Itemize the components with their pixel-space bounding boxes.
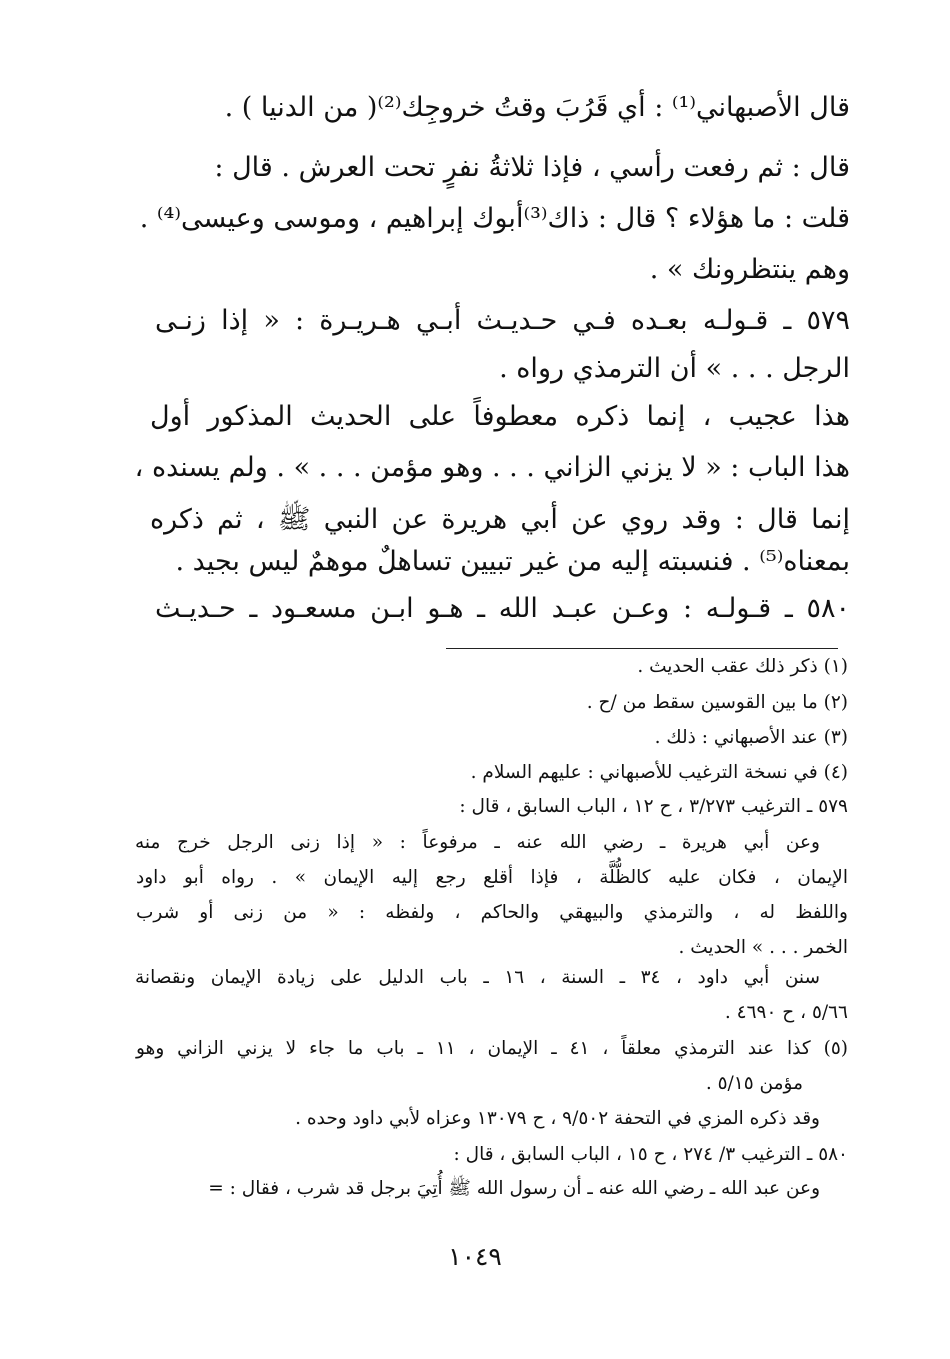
footnote-line: وقد ذكره المزي في التحفة ٩/٥٠٢ ، ح ١٣٠٧٩ وعزاه لأبي داود وحده . <box>295 1108 820 1129</box>
footnote-line: ٥٨٠ ـ الترغيب ٣/ ٢٧٤ ، ح ١٥ ، الباب السابق ، قال : <box>453 1144 848 1165</box>
footnote-line: (٥) كذا عند الترمذي معلقاً ، ٤١ ـ الإيمان ، ١١ ـ باب ما جاء لا يزني الزاني وهو <box>136 1038 848 1059</box>
main-text-line: ٥٧٩ ـ قـولـه بعـده فـي حـديـث أبـي هـريـرة : « إذا زنـى <box>155 305 850 336</box>
main-text-line: قال : ثم رفعت رأسي ، فإذا ثلاثةُ نفرٍ تحت العرش . قال : <box>214 152 850 183</box>
footnote-line: سنن أبي داود ، ٣٤ ـ السنة ، ١٦ ـ باب الدليل على زيادة الإيمان ونقصانة <box>135 967 821 988</box>
footnote-line: (٢) ما بين القوسين سقط من /ح . <box>586 692 848 713</box>
main-text-line: هذا عجيب ، إنما ذكره معطوفاً على الحديث المذكور أول <box>150 401 850 432</box>
page-number: ١٠٤٩ <box>448 1242 502 1271</box>
main-text-line: ٥٨٠ ـ قـولـه : وعـن عبـد الله ـ هـو ابـن مسعـود ـ حـديـث <box>155 593 850 624</box>
footnote-line: مؤمن ٥/١٥ . <box>705 1073 803 1094</box>
footnote-line: ٥٧٩ ـ الترغيب ٣/٢٧٣ ، ح ١٢ ، الباب السابق ، قال : <box>459 796 848 817</box>
footnote-line: واللفظ له ، والترمذي والبيهقي والحاكم ، ولفظه : « من زنى أو شرب <box>136 902 848 923</box>
footnote-line: (٣) عند الأصبهاني : ذلك . <box>654 727 848 748</box>
main-text-line: هذا الباب : « لا يزني الزاني . . . وهو مؤمن . . . » . ولم يسنده ، <box>134 452 850 483</box>
footnote-line: الخمر . . . » الحديث . <box>678 937 848 958</box>
footnote-line: وعن عبد الله ـ رضي الله عنه ـ أن رسول الله ﷺ أُتِيَ برجل قد شرب ، فقال : = <box>208 1178 820 1199</box>
main-text-line: إنما قال : وقد روي عن أبي هريرة عن النبي ﷺ ، ثم ذكره <box>150 504 850 535</box>
footnote-line: (١) ذكر ذلك عقب الحديث . <box>637 656 848 677</box>
footnote-line: (٤) في نسخة الترغيب للأصبهاني : عليهم السلام . <box>470 762 848 783</box>
main-text-line: قلت : ما هؤلاء ؟ قال : ذاك⁽³⁾أبوك إبراهيم ، وموسى وعيسى⁽⁴⁾ . <box>139 203 850 234</box>
main-text-line: وهم ينتظرونك » . <box>649 254 850 285</box>
main-text-line: قال الأصبهاني⁽¹⁾ : أي قَرُبَ وقتُ خروجِك⁽²⁾( من الدنيا ) . <box>224 92 850 123</box>
footnote-separator <box>446 648 838 649</box>
footnote-line: الإيمان ، فكان عليه كالظُّلَّة ، فإذا أقلع رجع إليه الإيمان » . رواه أبو داود <box>136 867 848 888</box>
footnote-line: وعن أبي هريرة ـ رضي الله عنه ـ مرفوعاً : « إذا زنى الرجل خرج منه <box>135 832 820 853</box>
main-text-line: بمعناه⁽⁵⁾ . فنسبته إليه من غير تبيين تساهلٌ موهمٌ ليس بجيد . <box>175 546 850 577</box>
footnote-line: ٥/٦٦ ، ح ٤٦٩٠ . <box>724 1002 848 1023</box>
main-text-line: الرجل . . . » أن الترمذي رواه . <box>499 353 850 384</box>
